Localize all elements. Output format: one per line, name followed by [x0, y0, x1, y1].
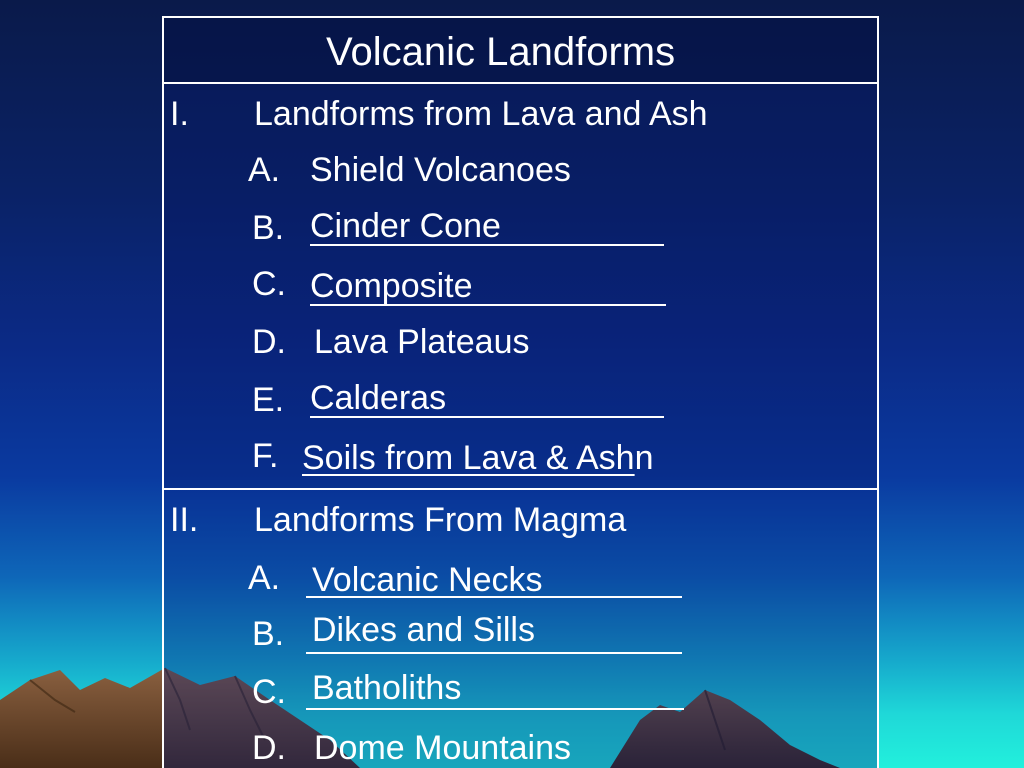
item-text: Soils from Lava & Ash: [302, 439, 635, 477]
item-trailing-text: n: [634, 439, 654, 477]
section-numeral: II.: [170, 501, 199, 539]
answer-blank: [306, 652, 682, 654]
slide-title: Volcanic Landforms: [326, 30, 676, 74]
item-text: Dikes and Sills: [312, 611, 535, 649]
item-text: Cinder Cone: [310, 207, 501, 245]
item-letter: D.: [252, 323, 286, 361]
item-text: Batholiths: [312, 669, 462, 707]
section-heading: Landforms from Lava and Ash: [254, 95, 708, 133]
outline-table: [162, 16, 879, 768]
section-numeral: I.: [170, 95, 189, 133]
item-letter: F.: [252, 437, 279, 475]
item-text: Calderas: [310, 379, 447, 417]
item-letter: B.: [252, 615, 285, 653]
item-text: Volcanic Necks: [312, 561, 543, 599]
section-magma: [164, 490, 877, 768]
item-text: Dome Mountains: [314, 729, 572, 767]
item-letter: C.: [252, 265, 286, 303]
item-letter: D.: [252, 729, 286, 767]
item-text: Shield Volcanoes: [310, 151, 571, 189]
answer-blank: [306, 708, 684, 710]
item-letter: A.: [248, 559, 281, 597]
section-lava-ash: [164, 84, 877, 490]
section-heading: Landforms From Magma: [254, 501, 627, 539]
item-text: Lava Plateaus: [314, 323, 530, 361]
item-letter: B.: [252, 209, 285, 247]
item-letter: C.: [252, 673, 286, 711]
item-letter: E.: [252, 381, 285, 419]
title-row: [164, 18, 877, 84]
item-text-row: [302, 438, 654, 478]
item-letter: A.: [248, 151, 281, 189]
item-text: Composite: [310, 267, 473, 305]
